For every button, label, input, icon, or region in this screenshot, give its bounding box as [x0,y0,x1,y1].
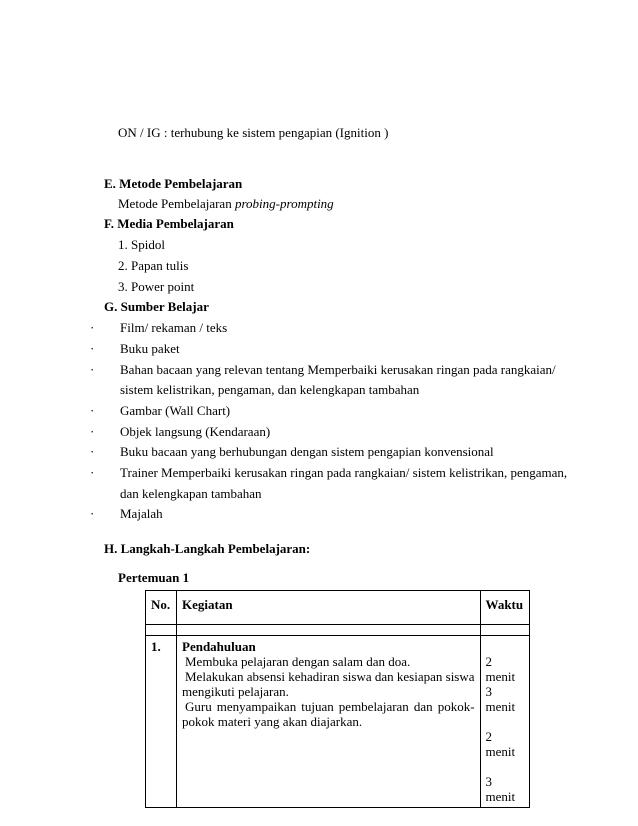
section-g-heading: G. Sumber Belajar [104,299,209,314]
header-waktu: Waktu [480,591,529,625]
gap-cell [177,625,481,636]
section-f-heading: F. Media Pembelajaran [104,216,234,231]
activity-line: Guru menyampaikan tujuan pembelajaran dan pokok- [185,699,475,714]
source-item-continuation: dan kelengkapan tambahan [120,486,262,501]
row-kegiatan [177,636,481,808]
time-value: 2 menit [485,729,516,759]
table-gap-row [146,625,530,636]
media-item: 3. Power point [118,279,195,294]
meeting-subheading: Pertemuan 1 [118,570,190,585]
source-item: Film/ rekaman / teks [120,320,228,335]
activity-blank-line [182,729,475,744]
bullet-icon: · [90,424,95,439]
activity-line: pokok materi yang akan diajarkan. [182,714,363,729]
header-no: No. [146,591,177,625]
source-item: Buku bacaan yang berhubungan dengan sistem pengapian konvensional [120,444,494,459]
header-kegiatan: Kegiatan [177,591,481,625]
bullet-icon: · [90,362,95,377]
time-blank-line [486,639,524,654]
section-e-text-italic: probing-prompting [234,196,334,211]
bullet-icon: · [90,444,95,459]
schedule-table [145,590,530,808]
bullet-icon: · [90,403,95,418]
bullet-icon: · [90,506,95,521]
source-item: Buku paket [120,341,180,356]
time-value: 3 menit [485,774,516,804]
media-item: 2. Papan tulis [118,258,189,273]
media-item: 1. Spidol [118,237,165,252]
source-item: Objek langsung (Kendaraan) [120,424,271,439]
source-item: Bahan bacaan yang relevan tentang Memperbaiki kerusakan ringan pada rangkaian/ [120,362,556,377]
activity-line: Melakukan absensi kehadiran siswa dan kesiapan siswa [185,669,475,684]
row-waktu [480,636,529,808]
table-header-row [146,591,530,625]
gap-cell [146,625,177,636]
row-no: 1. [146,636,177,808]
bullet-icon: · [90,341,95,356]
source-item: Majalah [120,506,163,521]
section-e-heading: E. Metode Pembelajaran [104,176,243,191]
activity-line: Membuka pelajaran dengan salam dan doa. [185,654,411,669]
time-blank-line [486,759,524,774]
source-item: Gambar (Wall Chart) [120,403,231,418]
bullet-icon: · [90,465,95,480]
section-e-text-prefix: Metode Pembelajaran [118,196,235,211]
time-blank-line [486,714,524,729]
row-title: Pendahuluan [182,639,256,654]
source-item-continuation: sistem kelistrikan, pengaman, dan kelengkapan tambahan [120,382,420,397]
time-value: 3 menit [485,684,516,714]
activity-line: mengikuti pelajaran. [182,684,289,699]
source-item: Trainer Memperbaiki kerusakan ringan pada rangkaian/ sistem kelistrikan, pengaman, [120,465,568,480]
table-row [146,636,530,808]
section-h-heading: H. Langkah-Langkah Pembelajaran: [104,541,311,556]
time-value: 2 menit [485,654,516,684]
section-e-text [118,196,334,212]
intro-line: ON / IG : terhubung ke sistem pengapian (Ignition ) [118,125,389,140]
bullet-icon: · [90,320,95,335]
gap-cell [480,625,529,636]
